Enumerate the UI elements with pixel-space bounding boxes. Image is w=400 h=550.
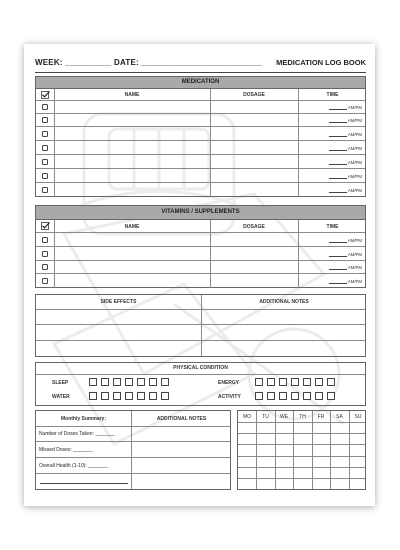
vitamins-section <box>35 205 366 288</box>
water-box[interactable] <box>89 392 97 400</box>
sleep-label: SLEEP <box>52 380 69 386</box>
vitamins-dosage-header: DOSAGE <box>243 224 265 230</box>
am-pm-label: AM/PM <box>347 146 362 151</box>
taken-checkbox[interactable] <box>42 145 48 151</box>
side-effects-header: SIDE EFFECTS <box>100 299 137 305</box>
am-pm-label: AM/PM <box>347 188 362 193</box>
medication-name-header: NAME <box>124 92 140 98</box>
am-pm-label: AM/PM <box>347 105 362 110</box>
doses-taken-field[interactable]: Number of Doses Taken: _______ <box>39 431 115 437</box>
vitamins-row[interactable] <box>36 261 365 274</box>
vitamins-name-header: NAME <box>124 224 140 230</box>
activity-box[interactable] <box>291 392 299 400</box>
checkmark-icon <box>41 222 50 230</box>
day-we: WE <box>279 414 289 420</box>
activity-box[interactable] <box>267 392 275 400</box>
missed-doses-field[interactable]: Missed Doses: _______ <box>39 447 93 453</box>
header-rule <box>35 72 366 73</box>
vitamins-header-row <box>36 220 365 233</box>
grid-row[interactable] <box>238 457 365 468</box>
medication-row[interactable] <box>36 114 365 127</box>
water-label: WATER <box>52 394 70 400</box>
vitamins-row[interactable] <box>36 247 365 261</box>
water-box[interactable] <box>137 392 145 400</box>
medication-row[interactable] <box>36 169 365 183</box>
summary-header-row <box>36 411 230 427</box>
medication-table <box>36 89 365 197</box>
sleep-box[interactable] <box>101 378 109 386</box>
activity-box[interactable] <box>255 392 263 400</box>
day-tu: TU <box>262 414 269 420</box>
medication-row[interactable] <box>36 141 365 155</box>
sleep-box[interactable] <box>113 378 121 386</box>
taken-checkbox[interactable] <box>42 251 48 257</box>
summary-row <box>36 458 230 474</box>
am-pm-label: AM/PM <box>347 174 362 179</box>
energy-box[interactable] <box>327 378 335 386</box>
energy-box[interactable] <box>291 378 299 386</box>
sleep-box[interactable] <box>149 378 157 386</box>
sleep-box[interactable] <box>89 378 97 386</box>
day-su: SU <box>354 414 362 420</box>
summary-notes-header: ADDITIONAL NOTES <box>156 416 207 422</box>
taken-checkbox[interactable] <box>42 278 48 284</box>
taken-checkbox[interactable] <box>42 173 48 179</box>
side-effects-section <box>35 294 366 357</box>
energy-box[interactable] <box>279 378 287 386</box>
side-effects-line[interactable] <box>36 309 365 325</box>
taken-checkbox[interactable] <box>42 104 48 110</box>
medication-section <box>35 76 366 197</box>
vitamins-table <box>36 220 365 288</box>
page-title: MEDICATION LOG BOOK <box>276 58 366 67</box>
side-effects-line[interactable] <box>36 325 365 341</box>
taken-checkbox[interactable] <box>42 131 48 137</box>
day-fr: FR <box>317 414 325 420</box>
water-box[interactable] <box>125 392 133 400</box>
water-box[interactable] <box>149 392 157 400</box>
taken-checkbox[interactable] <box>42 237 48 243</box>
day-th: TH <box>299 414 306 420</box>
energy-box[interactable] <box>303 378 311 386</box>
grid-row[interactable] <box>238 434 365 445</box>
medication-time-header: TIME <box>326 92 339 98</box>
taken-checkbox[interactable] <box>42 187 48 193</box>
monthly-summary-section <box>35 410 231 490</box>
am-pm-label: AM/PM <box>347 252 362 257</box>
physical-condition-section <box>35 362 366 406</box>
day-mo: MO <box>242 414 252 420</box>
day-sa: SA <box>336 414 343 420</box>
page-header <box>35 58 366 70</box>
grid-row[interactable] <box>238 422 365 434</box>
activity-box[interactable] <box>303 392 311 400</box>
water-box[interactable] <box>113 392 121 400</box>
energy-label: ENERGY <box>218 380 240 386</box>
medication-title: MEDICATION <box>36 77 365 89</box>
am-pm-label: AM/PM <box>347 279 362 284</box>
medication-row[interactable] <box>36 183 365 197</box>
week-date-line: WEEK: __________ DATE: __________________________ <box>35 58 263 67</box>
summary-blank-line[interactable] <box>40 483 128 484</box>
am-pm-label: AM/PM <box>347 265 362 270</box>
medication-row[interactable] <box>36 155 365 169</box>
am-pm-label: AM/PM <box>347 118 362 123</box>
summary-row <box>36 426 230 442</box>
physical-condition-title: PHYSICAL CONDITION <box>36 365 365 375</box>
medication-header-row <box>36 89 365 101</box>
vitamins-row[interactable] <box>36 274 365 288</box>
overall-health-field[interactable]: Overall Health (1-10): _______ <box>39 463 108 469</box>
am-pm-label: AM/PM <box>347 238 362 243</box>
vitamins-row[interactable] <box>36 233 365 247</box>
am-pm-label: AM/PM <box>347 132 362 137</box>
activity-box[interactable] <box>279 392 287 400</box>
sleep-box[interactable] <box>161 378 169 386</box>
vitamins-time-header: TIME <box>326 224 339 230</box>
taken-checkbox[interactable] <box>42 117 48 123</box>
activity-box[interactable] <box>315 392 323 400</box>
weekday-grid <box>237 410 366 490</box>
energy-box[interactable] <box>255 378 263 386</box>
activity-box[interactable] <box>327 392 335 400</box>
vitamins-title: VITAMINS / SUPPLEMENTS <box>36 206 365 220</box>
grid-row[interactable] <box>238 468 365 479</box>
summary-row <box>36 442 230 458</box>
sleep-box[interactable] <box>125 378 133 386</box>
activity-label: ACTIVITY <box>218 394 241 400</box>
water-box[interactable] <box>101 392 109 400</box>
checkmark-icon <box>41 91 50 99</box>
taken-checkbox[interactable] <box>42 264 48 270</box>
additional-notes-header: ADDITIONAL NOTES <box>259 299 309 305</box>
taken-checkbox[interactable] <box>42 159 48 165</box>
am-pm-label: AM/PM <box>347 160 362 165</box>
medication-row[interactable] <box>36 127 365 141</box>
energy-box[interactable] <box>315 378 323 386</box>
grid-row[interactable] <box>238 445 365 457</box>
sleep-box[interactable] <box>137 378 145 386</box>
medication-dosage-header: DOSAGE <box>243 92 265 98</box>
water-box[interactable] <box>161 392 169 400</box>
monthly-summary-header: Monthly Summary: <box>60 416 106 422</box>
medication-row[interactable] <box>36 101 365 114</box>
log-page <box>24 44 375 506</box>
energy-box[interactable] <box>267 378 275 386</box>
